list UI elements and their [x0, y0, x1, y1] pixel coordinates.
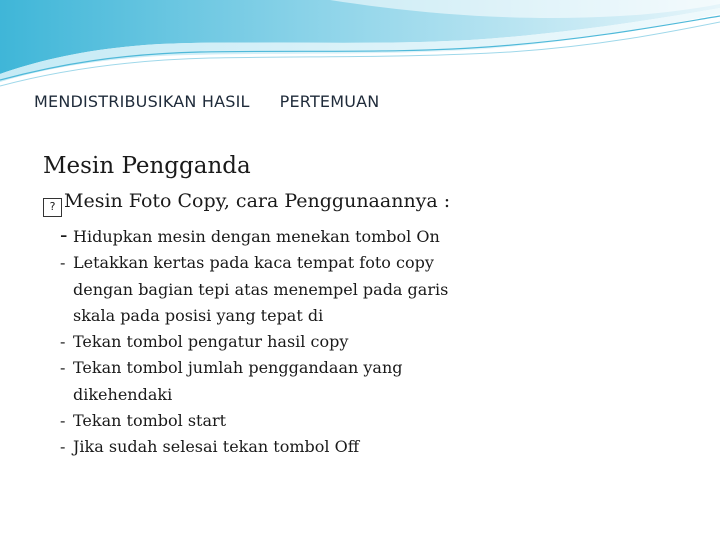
- list-item: [60, 408, 480, 434]
- list-item: [60, 250, 480, 329]
- slide-title: Mesin Pengganda: [43, 153, 251, 179]
- dash-marker: -: [60, 253, 66, 273]
- header-left-label: MENDISTRIBUSIKAN HASIL: [34, 92, 250, 111]
- subtitle-text: Mesin Foto Copy, cara Penggunaannya :: [64, 190, 451, 212]
- dash-marker: -: [60, 411, 66, 431]
- list-item: [60, 329, 480, 355]
- top-wave-decoration: [0, 0, 720, 90]
- unknown-bullet-icon: ?: [43, 198, 62, 217]
- dash-marker: -: [60, 358, 66, 378]
- step-text: Hidupkan mesin dengan menekan tombol On: [73, 227, 440, 246]
- list-item: - Hidupkan mesin dengan menekan tombol On: [60, 223, 440, 248]
- steps-list: [60, 224, 480, 461]
- header-line: [34, 92, 379, 111]
- slide-subtitle: [43, 190, 450, 217]
- list-item: [60, 434, 480, 460]
- header-right-label: PERTEMUAN: [279, 92, 380, 111]
- step-text: Tekan tombol jumlah penggandaan yang dikehendaki: [73, 358, 403, 404]
- dash-marker: -: [60, 332, 66, 352]
- step-text: Jika sudah selesai tekan tombol Off: [73, 437, 360, 457]
- list-item: [60, 355, 480, 408]
- step-text: Tekan tombol start: [73, 411, 227, 431]
- dash-marker: -: [60, 437, 66, 457]
- step-text: Letakkan kertas pada kaca tempat foto copy dengan bagian tepi atas menempel pada garis skala pada posisi yang tepat di: [73, 253, 449, 325]
- step-text: Tekan tombol pengatur hasil copy: [73, 332, 349, 352]
